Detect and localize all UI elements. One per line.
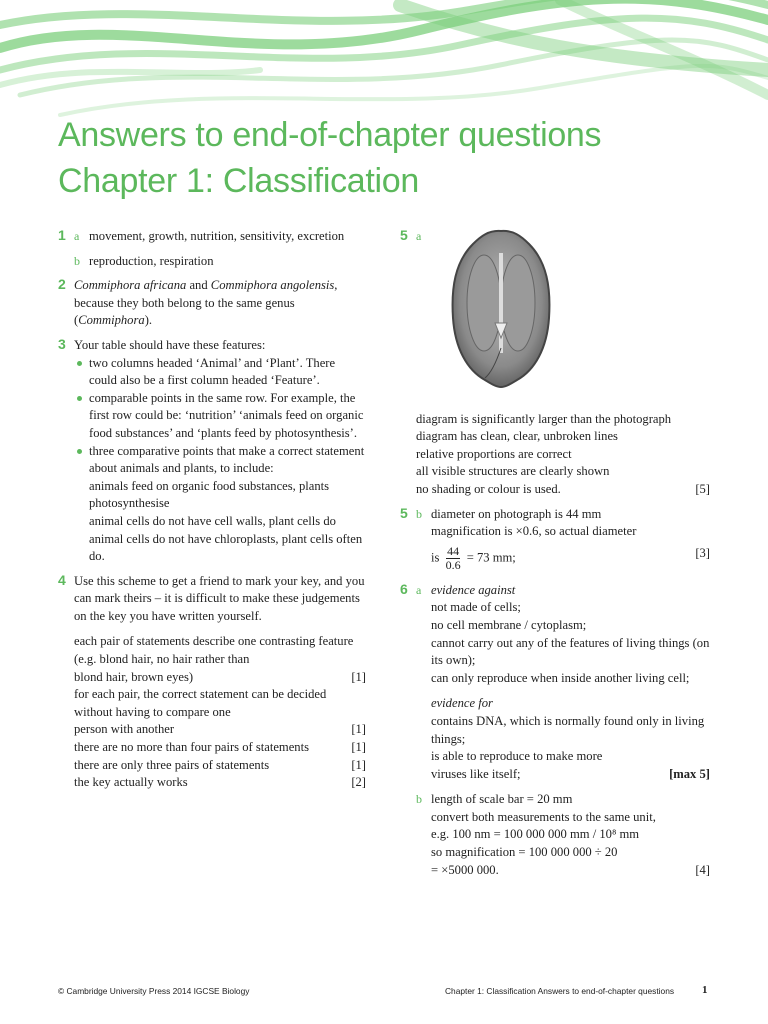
- part-label: b: [416, 506, 422, 521]
- answer-text: viruses like itself;: [431, 766, 521, 781]
- answer-1a: [74, 228, 366, 246]
- mark: [4]: [695, 862, 710, 877]
- subheading: evidence for: [431, 696, 493, 711]
- criteria-row: [416, 481, 710, 499]
- criteria-line: diagram is significantly larger than the photograph: [416, 411, 672, 426]
- answer-line: magnification is ×0.6, so actual diameter: [431, 524, 637, 539]
- criteria-line: diagram has clean, clear, unbroken lines: [416, 429, 618, 444]
- list-item: [74, 443, 366, 566]
- mark: [1]: [351, 740, 366, 755]
- scheme-text: the key actually works: [74, 775, 188, 790]
- answer-line: e.g. 100 nm = 100 000 000 mm / 10⁸ mm: [431, 827, 640, 842]
- list-item-text: three comparative points that make a correct statement about animals and plants, to include:: [89, 443, 365, 476]
- calc-result: = 73 mm;: [466, 550, 516, 565]
- criteria-line: all visible structures are clearly shown: [416, 464, 610, 479]
- species-2: Commiphora angolensis: [210, 278, 335, 293]
- scheme-text: blond hair, brown eyes): [74, 669, 194, 684]
- part-label: a: [74, 229, 80, 243]
- question-number: 1: [58, 227, 66, 243]
- species-1: Commiphora africana: [74, 278, 187, 293]
- list-line: animal cells do not have chloroplasts, plant cells often do.: [89, 531, 363, 564]
- question-4: [58, 573, 366, 792]
- question-1: [58, 228, 366, 270]
- calc-prefix: is: [431, 550, 440, 565]
- list-item: two columns headed ‘Animal’ and ‘Plant’. There could also be a first column headed ‘Feature’.: [74, 355, 366, 390]
- right-column: [400, 228, 710, 886]
- scheme-text: there are no more than four pairs of statements: [74, 740, 309, 755]
- criteria-text: no shading or colour is used.: [416, 481, 561, 496]
- part-label: a: [416, 229, 422, 243]
- question-2: [58, 277, 366, 330]
- scheme-text: person with another: [74, 722, 175, 737]
- list-line: animals feed on organic food substances, plants photosynthesise: [89, 478, 330, 511]
- title-line-2: Chapter 1: Classification: [58, 162, 420, 200]
- numerator: 44: [447, 543, 460, 558]
- conjunction: and: [186, 278, 211, 293]
- mark: [1]: [351, 757, 366, 772]
- answer-1b: [74, 253, 366, 271]
- scheme-row: [74, 757, 366, 775]
- answer-text: [74, 277, 366, 330]
- answer-5a: [416, 228, 710, 404]
- footer-right: Chapter 1: Classification Answers to end-of-chapter questions: [445, 986, 675, 996]
- answer-line: is able to reproduce to make more: [431, 749, 603, 764]
- reason: , because they both belong to the same genus (: [74, 278, 338, 328]
- title-line-1: Answers to end-of-chapter questions: [58, 116, 602, 154]
- answer-line: diameter on photograph is 44 mm: [431, 506, 602, 521]
- part-label: a: [416, 582, 422, 597]
- intro-text: Use this scheme to get a friend to mark your key, and you can mark theirs – it is difficult to make these judgements on the key you have written yourself.: [74, 573, 365, 623]
- left-column: [58, 228, 366, 799]
- criteria-line: relative proportions are correct: [416, 446, 572, 461]
- answer-line: contains DNA, which is normally found only in living things;: [431, 713, 705, 746]
- question-number: 5: [400, 504, 408, 521]
- answer-line: not made of cells;: [431, 600, 521, 615]
- mark: [1]: [351, 669, 366, 684]
- denominator: 0.6: [445, 557, 461, 572]
- page-title: [58, 112, 601, 204]
- answer-row: [431, 862, 710, 880]
- intro-text: Your table should have these features:: [74, 337, 266, 352]
- mark: [1]: [351, 722, 366, 737]
- question-3: [58, 337, 366, 566]
- scheme-line: for each pair, the correct statement can be decided without having to compare one: [74, 687, 327, 719]
- answer-5b: [416, 506, 710, 572]
- answer-line: cannot carry out any of the features of living things (on its own);: [431, 635, 710, 668]
- question-number: 2: [58, 276, 66, 293]
- end: ).: [144, 313, 153, 328]
- fruit-photograph: [451, 228, 551, 388]
- answer-6b: [416, 791, 710, 879]
- feature-list: [74, 355, 366, 566]
- footer-left: © Cambridge University Press 2014 IGCSE Biology: [58, 986, 250, 996]
- scheme-line: each pair of statements describe one contrasting feature (e.g. blond hair, no hair rather than: [74, 634, 354, 667]
- subheading: evidence against: [431, 582, 516, 597]
- question-5b: [400, 506, 710, 572]
- answer-line: no cell membrane / cytoplasm;: [431, 617, 587, 632]
- answer-line: convert both measurements to the same unit,: [431, 809, 656, 824]
- scheme-text: there are only three pairs of statements: [74, 757, 270, 772]
- mark: [5]: [695, 481, 710, 496]
- answer-text: reproduction, respiration: [89, 253, 214, 268]
- scheme-row: [74, 669, 366, 687]
- mark: [2]: [351, 775, 366, 790]
- question-number: 5: [400, 227, 408, 243]
- scheme-row: [74, 774, 366, 792]
- page-number: 1: [702, 984, 708, 996]
- answer-row: [431, 766, 710, 784]
- question-number: 3: [58, 335, 66, 352]
- mark: [3]: [695, 545, 710, 560]
- mark: [max 5]: [669, 766, 710, 781]
- answer-text: movement, growth, nutrition, sensitivity, excretion: [89, 229, 345, 243]
- scheme-row: [74, 739, 366, 757]
- question-number: 4: [58, 571, 66, 588]
- genus: Commiphora: [78, 313, 145, 328]
- answer-6a: [416, 582, 710, 784]
- answer-row: [431, 545, 710, 572]
- calculation: [431, 545, 516, 572]
- list-line: animal cells do not have cell walls, plant cells do: [89, 513, 336, 528]
- answer-line: length of scale bar = 20 mm: [431, 792, 573, 807]
- scheme-row: [74, 721, 366, 739]
- part-label: b: [416, 792, 422, 807]
- question-6: [400, 582, 710, 880]
- answer-line: can only reproduce when inside another living cell;: [431, 670, 690, 685]
- list-item: comparable points in the same row. For example, the first row could be: ‘nutrition’ ‘animals feed on organic food substances’ and ‘plants feed by photosynthesis’.: [74, 390, 366, 443]
- fraction: [446, 545, 461, 572]
- part-label: b: [74, 253, 80, 268]
- answer-line: so magnification = 100 000 000 ÷ 20: [431, 845, 618, 860]
- answer-text: = ×5000 000.: [431, 862, 499, 877]
- question-5a: [400, 228, 710, 499]
- question-number: 6: [400, 580, 408, 597]
